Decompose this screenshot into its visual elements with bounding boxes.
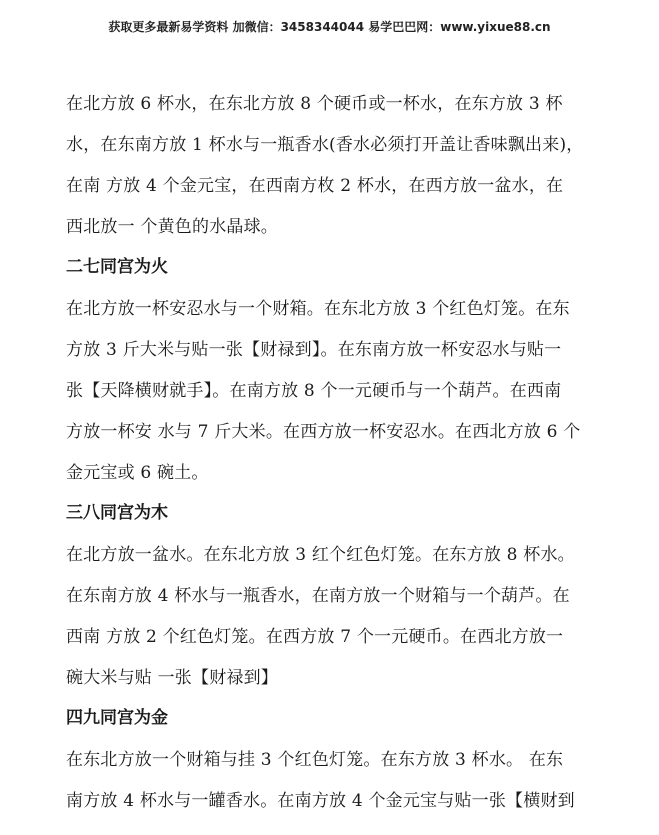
text-line: 在东南方放 4 杯水与一瓶香水，在南方放一个财箱与一个葫芦。在 bbox=[66, 586, 570, 606]
text-line: 在北方放一盆水。在东北方放 3 红个红色灯笼。在东方放 8 杯水。 bbox=[66, 545, 575, 565]
section-heading: 四九同宫为金 bbox=[66, 708, 168, 728]
text-line: 西北放一 个黄色的水晶球。 bbox=[66, 217, 279, 237]
section-wood bbox=[66, 535, 626, 699]
page-header: 获取更多最新易学资料 加微信：3458344044 易学巴巴网：www.yixue88.cn bbox=[108, 20, 551, 34]
section-heading: 二七同宫为火 bbox=[66, 257, 168, 277]
text-line: 碗大米与贴 一张【财禄到】 bbox=[66, 668, 279, 688]
text-line: 张【天降横财就手】。在南方放 8 个一元硬币与一个葫芦。在西南 bbox=[66, 381, 562, 401]
text-line: 在东北方放一个财箱与挂 3 个红色灯笼。在东方放 3 杯水。 在东 bbox=[66, 750, 564, 770]
document-body bbox=[66, 84, 626, 822]
section-heading: 三八同宫为木 bbox=[66, 503, 168, 523]
text-line: 西南 方放 2 个红色灯笼。在西方放 7 个一元硬币。在西北方放一 bbox=[66, 627, 564, 647]
section-metal bbox=[66, 740, 626, 822]
section-intro bbox=[66, 84, 626, 248]
text-line: 在南 方放 4 个金元宝，在西南方枚 2 杯水，在西方放一盆水，在 bbox=[66, 176, 564, 196]
text-line: 方放 3 斤大米与贴一张【财禄到】。在东南方放一杯安忍水与贴一 bbox=[66, 340, 562, 360]
text-line: 南方放 4 杯水与一罐香水。在南方放 4 个金元宝与贴一张【横财到 bbox=[66, 791, 575, 811]
text-line: 水，在东南方放 1 杯水与一瓶香水(香水必须打开盖让香味飘出来)， bbox=[66, 135, 584, 155]
text-line: 方放一杯安 水与 7 斤大米。在西方放一杯安忍水。在西北方放 6 个 bbox=[66, 422, 581, 442]
text-line: 在北方放 6 杯水，在东北方放 8 个硬币或一杯水，在东方放 3 杯 bbox=[66, 94, 563, 114]
section-fire bbox=[66, 289, 626, 494]
text-line: 金元宝或 6 碗土。 bbox=[66, 463, 209, 483]
text-line: 在北方放一杯安忍水与一个财箱。在东北方放 3 个红色灯笼。在东 bbox=[66, 299, 570, 319]
